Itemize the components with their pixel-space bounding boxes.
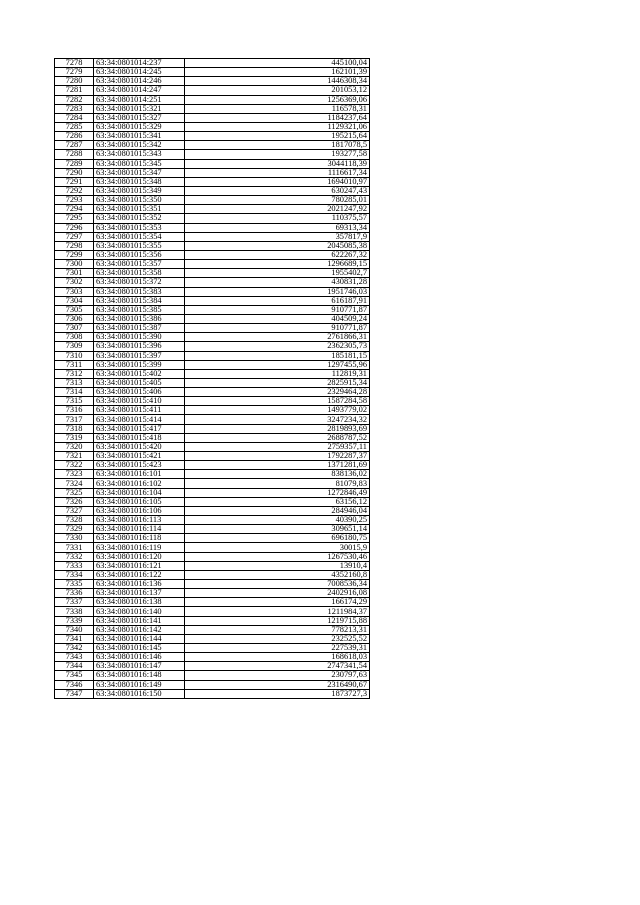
cadastral-value: 2045085,38: [185, 241, 370, 250]
table-row: [55, 113, 370, 122]
row-number: 7329: [55, 525, 94, 534]
cadastral-number: 63:34:0801015:356: [94, 250, 185, 259]
cadastral-number: 63:34:0801016:113: [94, 516, 185, 525]
cadastral-value: 4352160,8: [185, 570, 370, 579]
table-row: [55, 77, 370, 86]
cadastral-value: 2747341,54: [185, 662, 370, 671]
cadastral-value: 168618,03: [185, 653, 370, 662]
table-row: [55, 68, 370, 77]
table-row: [55, 314, 370, 323]
cadastral-number: 63:34:0801015:411: [94, 406, 185, 415]
cadastral-value: 232525,52: [185, 634, 370, 643]
row-number: 7345: [55, 671, 94, 680]
cadastral-number: 63:34:0801015:386: [94, 314, 185, 323]
cadastral-value: 1129321,06: [185, 122, 370, 131]
cadastral-number: 63:34:0801015:410: [94, 397, 185, 406]
cadastral-number: 63:34:0801015:351: [94, 205, 185, 214]
table-row: [55, 59, 370, 68]
cadastral-value: 1184237,64: [185, 113, 370, 122]
row-number: 7305: [55, 305, 94, 314]
table-row: [55, 644, 370, 653]
row-number: 7333: [55, 561, 94, 570]
row-number: 7324: [55, 479, 94, 488]
cadastral-value: 284946,04: [185, 506, 370, 515]
table-row: [55, 424, 370, 433]
row-number: 7331: [55, 543, 94, 552]
table-row: [55, 552, 370, 561]
row-number: 7291: [55, 177, 94, 186]
cadastral-number: 63:34:0801015:355: [94, 241, 185, 250]
cadastral-number: 63:34:0801015:418: [94, 433, 185, 442]
row-number: 7281: [55, 86, 94, 95]
table-row: [55, 333, 370, 342]
table-row: [55, 305, 370, 314]
cadastral-number: 63:34:0801015:421: [94, 452, 185, 461]
cadastral-value: 404509,24: [185, 314, 370, 323]
cadastral-number: 63:34:0801015:343: [94, 150, 185, 159]
cadastral-value: 1817078,5: [185, 141, 370, 150]
cadastral-number: 63:34:0801015:397: [94, 351, 185, 360]
cadastral-number: 63:34:0801015:357: [94, 260, 185, 269]
row-number: 7314: [55, 388, 94, 397]
row-number: 7326: [55, 497, 94, 506]
cadastral-value: 162101,39: [185, 68, 370, 77]
row-number: 7334: [55, 570, 94, 579]
cadastral-value: 1211984,37: [185, 607, 370, 616]
row-number: 7294: [55, 205, 94, 214]
table-row: [55, 525, 370, 534]
table-row: [55, 415, 370, 424]
row-number: 7312: [55, 369, 94, 378]
table-row: [55, 616, 370, 625]
row-number: 7342: [55, 644, 94, 653]
cadastral-number: 63:34:0801015:358: [94, 269, 185, 278]
table-row: [55, 104, 370, 113]
cadastral-value: 193277,58: [185, 150, 370, 159]
row-number: 7313: [55, 378, 94, 387]
row-number: 7280: [55, 77, 94, 86]
row-number: 7340: [55, 625, 94, 634]
cadastral-number: 63:34:0801015:417: [94, 424, 185, 433]
cadastral-value: 2819893,69: [185, 424, 370, 433]
cadastral-number: 63:34:0801015:420: [94, 442, 185, 451]
cadastral-number: 63:34:0801016:122: [94, 570, 185, 579]
cadastral-number: 63:34:0801014:246: [94, 77, 185, 86]
cadastral-value: 195215,64: [185, 132, 370, 141]
row-number: 7320: [55, 442, 94, 451]
row-number: 7302: [55, 278, 94, 287]
table-row: [55, 86, 370, 95]
row-number: 7283: [55, 104, 94, 113]
cadastral-value: 230797,63: [185, 671, 370, 680]
cadastral-number: 63:34:0801016:140: [94, 607, 185, 616]
table-row: [55, 278, 370, 287]
table-row: [55, 470, 370, 479]
cadastral-number: 63:34:0801016:142: [94, 625, 185, 634]
cadastral-number: 63:34:0801015:423: [94, 461, 185, 470]
cadastral-value: 1116617,34: [185, 168, 370, 177]
row-number: 7316: [55, 406, 94, 415]
row-number: 7279: [55, 68, 94, 77]
table-row: [55, 452, 370, 461]
table-row: [55, 342, 370, 351]
row-number: 7309: [55, 342, 94, 351]
cadastral-value: 201053,12: [185, 86, 370, 95]
cadastral-value: 2316490,67: [185, 680, 370, 689]
cadastral-number: 63:34:0801015:402: [94, 369, 185, 378]
cadastral-number: 63:34:0801015:341: [94, 132, 185, 141]
table-row: [55, 287, 370, 296]
row-number: 7322: [55, 461, 94, 470]
row-number: 7300: [55, 260, 94, 269]
cadastral-number: 63:34:0801016:121: [94, 561, 185, 570]
cadastral-number: 63:34:0801015:353: [94, 223, 185, 232]
cadastral-number: 63:34:0801014:247: [94, 86, 185, 95]
table-row: [55, 634, 370, 643]
table-row: [55, 232, 370, 241]
cadastral-value: 2761866,31: [185, 333, 370, 342]
cadastral-value: 3044118,39: [185, 159, 370, 168]
cadastral-number: 63:34:0801016:150: [94, 689, 185, 698]
table-row: [55, 369, 370, 378]
cadastral-value: 622267,32: [185, 250, 370, 259]
table-row: [55, 479, 370, 488]
cadastral-number: 63:34:0801015:387: [94, 324, 185, 333]
cadastral-number: 63:34:0801015:327: [94, 113, 185, 122]
row-number: 7339: [55, 616, 94, 625]
cadastral-value: 2021247,92: [185, 205, 370, 214]
table-row: [55, 141, 370, 150]
cadastral-value: 910771,87: [185, 305, 370, 314]
table-row: [55, 680, 370, 689]
cadastral-value: 63156,12: [185, 497, 370, 506]
cadastral-value: 1792287,37: [185, 452, 370, 461]
cadastral-value: 2329464,28: [185, 388, 370, 397]
row-number: 7289: [55, 159, 94, 168]
cadastral-number: 63:34:0801016:104: [94, 488, 185, 497]
cadastral-number: 63:34:0801015:349: [94, 186, 185, 195]
cadastral-value: 780285,01: [185, 196, 370, 205]
table-row: [55, 324, 370, 333]
row-number: 7307: [55, 324, 94, 333]
table-row: [55, 360, 370, 369]
row-number: 7285: [55, 122, 94, 131]
table-row: [55, 589, 370, 598]
table-row: [55, 168, 370, 177]
table-row: [55, 433, 370, 442]
table-row: [55, 223, 370, 232]
row-number: 7330: [55, 534, 94, 543]
row-number: 7321: [55, 452, 94, 461]
row-number: 7290: [55, 168, 94, 177]
cadastral-value: 227539,31: [185, 644, 370, 653]
cadastral-value: 112819,31: [185, 369, 370, 378]
row-number: 7343: [55, 653, 94, 662]
row-number: 7298: [55, 241, 94, 250]
cadastral-value: 1371281,69: [185, 461, 370, 470]
cadastral-value: 1256369,06: [185, 95, 370, 104]
cadastral-number: 63:34:0801015:321: [94, 104, 185, 113]
table-row: [55, 516, 370, 525]
cadastral-value: 445100,04: [185, 59, 370, 68]
cadastral-number: 63:34:0801015:350: [94, 196, 185, 205]
row-number: 7278: [55, 59, 94, 68]
cadastral-value: 69313,34: [185, 223, 370, 232]
row-number: 7301: [55, 269, 94, 278]
cadastral-value: 616187,91: [185, 296, 370, 305]
cadastral-value: 2759357,11: [185, 442, 370, 451]
cadastral-value: 309651,14: [185, 525, 370, 534]
row-number: 7336: [55, 589, 94, 598]
row-number: 7323: [55, 470, 94, 479]
table-row: [55, 506, 370, 515]
row-number: 7299: [55, 250, 94, 259]
cadastral-number: 63:34:0801015:342: [94, 141, 185, 150]
row-number: 7284: [55, 113, 94, 122]
cadastral-number: 63:34:0801016:101: [94, 470, 185, 479]
cadastral-value: 1694010,97: [185, 177, 370, 186]
table-row: [55, 132, 370, 141]
cadastral-value: 1955402,7: [185, 269, 370, 278]
table-row: [55, 570, 370, 579]
table-row: [55, 442, 370, 451]
table-row: [55, 150, 370, 159]
cadastral-number: 63:34:0801016:119: [94, 543, 185, 552]
cadastral-value: 166174,29: [185, 598, 370, 607]
cadastral-number: 63:34:0801015:348: [94, 177, 185, 186]
cadastral-value: 3247234,32: [185, 415, 370, 424]
cadastral-number: 63:34:0801015:352: [94, 214, 185, 223]
cadastral-number: 63:34:0801015:414: [94, 415, 185, 424]
row-number: 7344: [55, 662, 94, 671]
cadastral-number: 63:34:0801014:245: [94, 68, 185, 77]
row-number: 7282: [55, 95, 94, 104]
row-number: 7341: [55, 634, 94, 643]
table-row: [55, 159, 370, 168]
cadastral-value: 7008536,34: [185, 580, 370, 589]
row-number: 7346: [55, 680, 94, 689]
table-row: [55, 122, 370, 131]
cadastral-value: 2688787,52: [185, 433, 370, 442]
row-number: 7310: [55, 351, 94, 360]
cadastral-value: 778213,31: [185, 625, 370, 634]
row-number: 7295: [55, 214, 94, 223]
table-row: [55, 95, 370, 104]
cadastral-value: 1267530,46: [185, 552, 370, 561]
row-number: 7308: [55, 333, 94, 342]
cadastral-number: 63:34:0801016:118: [94, 534, 185, 543]
cadastral-value: 630247,43: [185, 186, 370, 195]
table-row: [55, 598, 370, 607]
table-body: [55, 59, 370, 699]
table-row: [55, 205, 370, 214]
row-number: 7296: [55, 223, 94, 232]
cadastral-number: 63:34:0801016:114: [94, 525, 185, 534]
cadastral-value: 2825915,34: [185, 378, 370, 387]
table-row: [55, 671, 370, 680]
cadastral-value: 81079,83: [185, 479, 370, 488]
cadastral-number: 63:34:0801015:384: [94, 296, 185, 305]
row-number: 7303: [55, 287, 94, 296]
cadastral-number: 63:34:0801016:144: [94, 634, 185, 643]
cadastral-value: 2402916,08: [185, 589, 370, 598]
table-row: [55, 269, 370, 278]
cadastral-number: 63:34:0801016:149: [94, 680, 185, 689]
row-number: 7315: [55, 397, 94, 406]
table-row: [55, 378, 370, 387]
cadastral-number: 63:34:0801015:396: [94, 342, 185, 351]
row-number: 7325: [55, 488, 94, 497]
table-row: [55, 689, 370, 698]
table-row: [55, 186, 370, 195]
cadastral-number: 63:34:0801014:237: [94, 59, 185, 68]
row-number: 7327: [55, 506, 94, 515]
row-number: 7337: [55, 598, 94, 607]
table-row: [55, 351, 370, 360]
cadastral-number: 63:34:0801015:406: [94, 388, 185, 397]
cadastral-number: 63:34:0801015:329: [94, 122, 185, 131]
table-row: [55, 196, 370, 205]
cadastral-number: 63:34:0801016:102: [94, 479, 185, 488]
row-number: 7306: [55, 314, 94, 323]
cadastral-value: 13910,4: [185, 561, 370, 570]
cadastral-value: 30015,9: [185, 543, 370, 552]
cadastral-number: 63:34:0801016:145: [94, 644, 185, 653]
table-row: [55, 260, 370, 269]
cadastral-value: 910771,87: [185, 324, 370, 333]
cadastral-value-table: [54, 58, 370, 699]
row-number: 7297: [55, 232, 94, 241]
row-number: 7335: [55, 580, 94, 589]
row-number: 7338: [55, 607, 94, 616]
cadastral-value: 1951746,03: [185, 287, 370, 296]
cadastral-value: 1296689,15: [185, 260, 370, 269]
cadastral-value: 1873727,3: [185, 689, 370, 698]
row-number: 7317: [55, 415, 94, 424]
table-row: [55, 653, 370, 662]
cadastral-value: 1587284,58: [185, 397, 370, 406]
table-row: [55, 214, 370, 223]
cadastral-value: 1297455,96: [185, 360, 370, 369]
row-number: 7328: [55, 516, 94, 525]
cadastral-number: 63:34:0801015:383: [94, 287, 185, 296]
table-row: [55, 296, 370, 305]
cadastral-value: 1446308,34: [185, 77, 370, 86]
table-row: [55, 607, 370, 616]
table-row: [55, 241, 370, 250]
cadastral-value: 1493779,02: [185, 406, 370, 415]
cadastral-value: 1272846,49: [185, 488, 370, 497]
cadastral-value: 40390,25: [185, 516, 370, 525]
cadastral-value: 185181,15: [185, 351, 370, 360]
row-number: 7319: [55, 433, 94, 442]
cadastral-value: 430831,28: [185, 278, 370, 287]
cadastral-number: 63:34:0801015:354: [94, 232, 185, 241]
cadastral-number: 63:34:0801016:137: [94, 589, 185, 598]
cadastral-number: 63:34:0801015:385: [94, 305, 185, 314]
cadastral-number: 63:34:0801015:347: [94, 168, 185, 177]
cadastral-number: 63:34:0801015:390: [94, 333, 185, 342]
table-row: [55, 488, 370, 497]
cadastral-value: 357817,9: [185, 232, 370, 241]
row-number: 7286: [55, 132, 94, 141]
row-number: 7288: [55, 150, 94, 159]
row-number: 7293: [55, 196, 94, 205]
table-row: [55, 625, 370, 634]
cadastral-number: 63:34:0801015:345: [94, 159, 185, 168]
cadastral-value: 2362305,73: [185, 342, 370, 351]
cadastral-number: 63:34:0801014:251: [94, 95, 185, 104]
cadastral-number: 63:34:0801016:136: [94, 580, 185, 589]
cadastral-number: 63:34:0801016:147: [94, 662, 185, 671]
row-number: 7304: [55, 296, 94, 305]
cadastral-number: 63:34:0801016:105: [94, 497, 185, 506]
spreadsheet-page: [54, 58, 370, 699]
table-row: [55, 534, 370, 543]
cadastral-value: 116578,31: [185, 104, 370, 113]
cadastral-number: 63:34:0801015:405: [94, 378, 185, 387]
cadastral-number: 63:34:0801016:146: [94, 653, 185, 662]
row-number: 7287: [55, 141, 94, 150]
table-row: [55, 543, 370, 552]
cadastral-value: 696180,75: [185, 534, 370, 543]
table-row: [55, 397, 370, 406]
cadastral-value: 1219715,88: [185, 616, 370, 625]
row-number: 7292: [55, 186, 94, 195]
row-number: 7311: [55, 360, 94, 369]
cadastral-value: 110375,57: [185, 214, 370, 223]
cadastral-number: 63:34:0801015:372: [94, 278, 185, 287]
cadastral-number: 63:34:0801016:120: [94, 552, 185, 561]
row-number: 7347: [55, 689, 94, 698]
cadastral-number: 63:34:0801016:141: [94, 616, 185, 625]
cadastral-number: 63:34:0801016:106: [94, 506, 185, 515]
table-row: [55, 580, 370, 589]
cadastral-value: 838136,02: [185, 470, 370, 479]
table-row: [55, 497, 370, 506]
row-number: 7318: [55, 424, 94, 433]
table-row: [55, 406, 370, 415]
table-row: [55, 561, 370, 570]
row-number: 7332: [55, 552, 94, 561]
cadastral-number: 63:34:0801016:148: [94, 671, 185, 680]
cadastral-number: 63:34:0801016:138: [94, 598, 185, 607]
table-row: [55, 662, 370, 671]
table-row: [55, 250, 370, 259]
table-row: [55, 177, 370, 186]
table-row: [55, 461, 370, 470]
table-row: [55, 388, 370, 397]
cadastral-number: 63:34:0801015:399: [94, 360, 185, 369]
